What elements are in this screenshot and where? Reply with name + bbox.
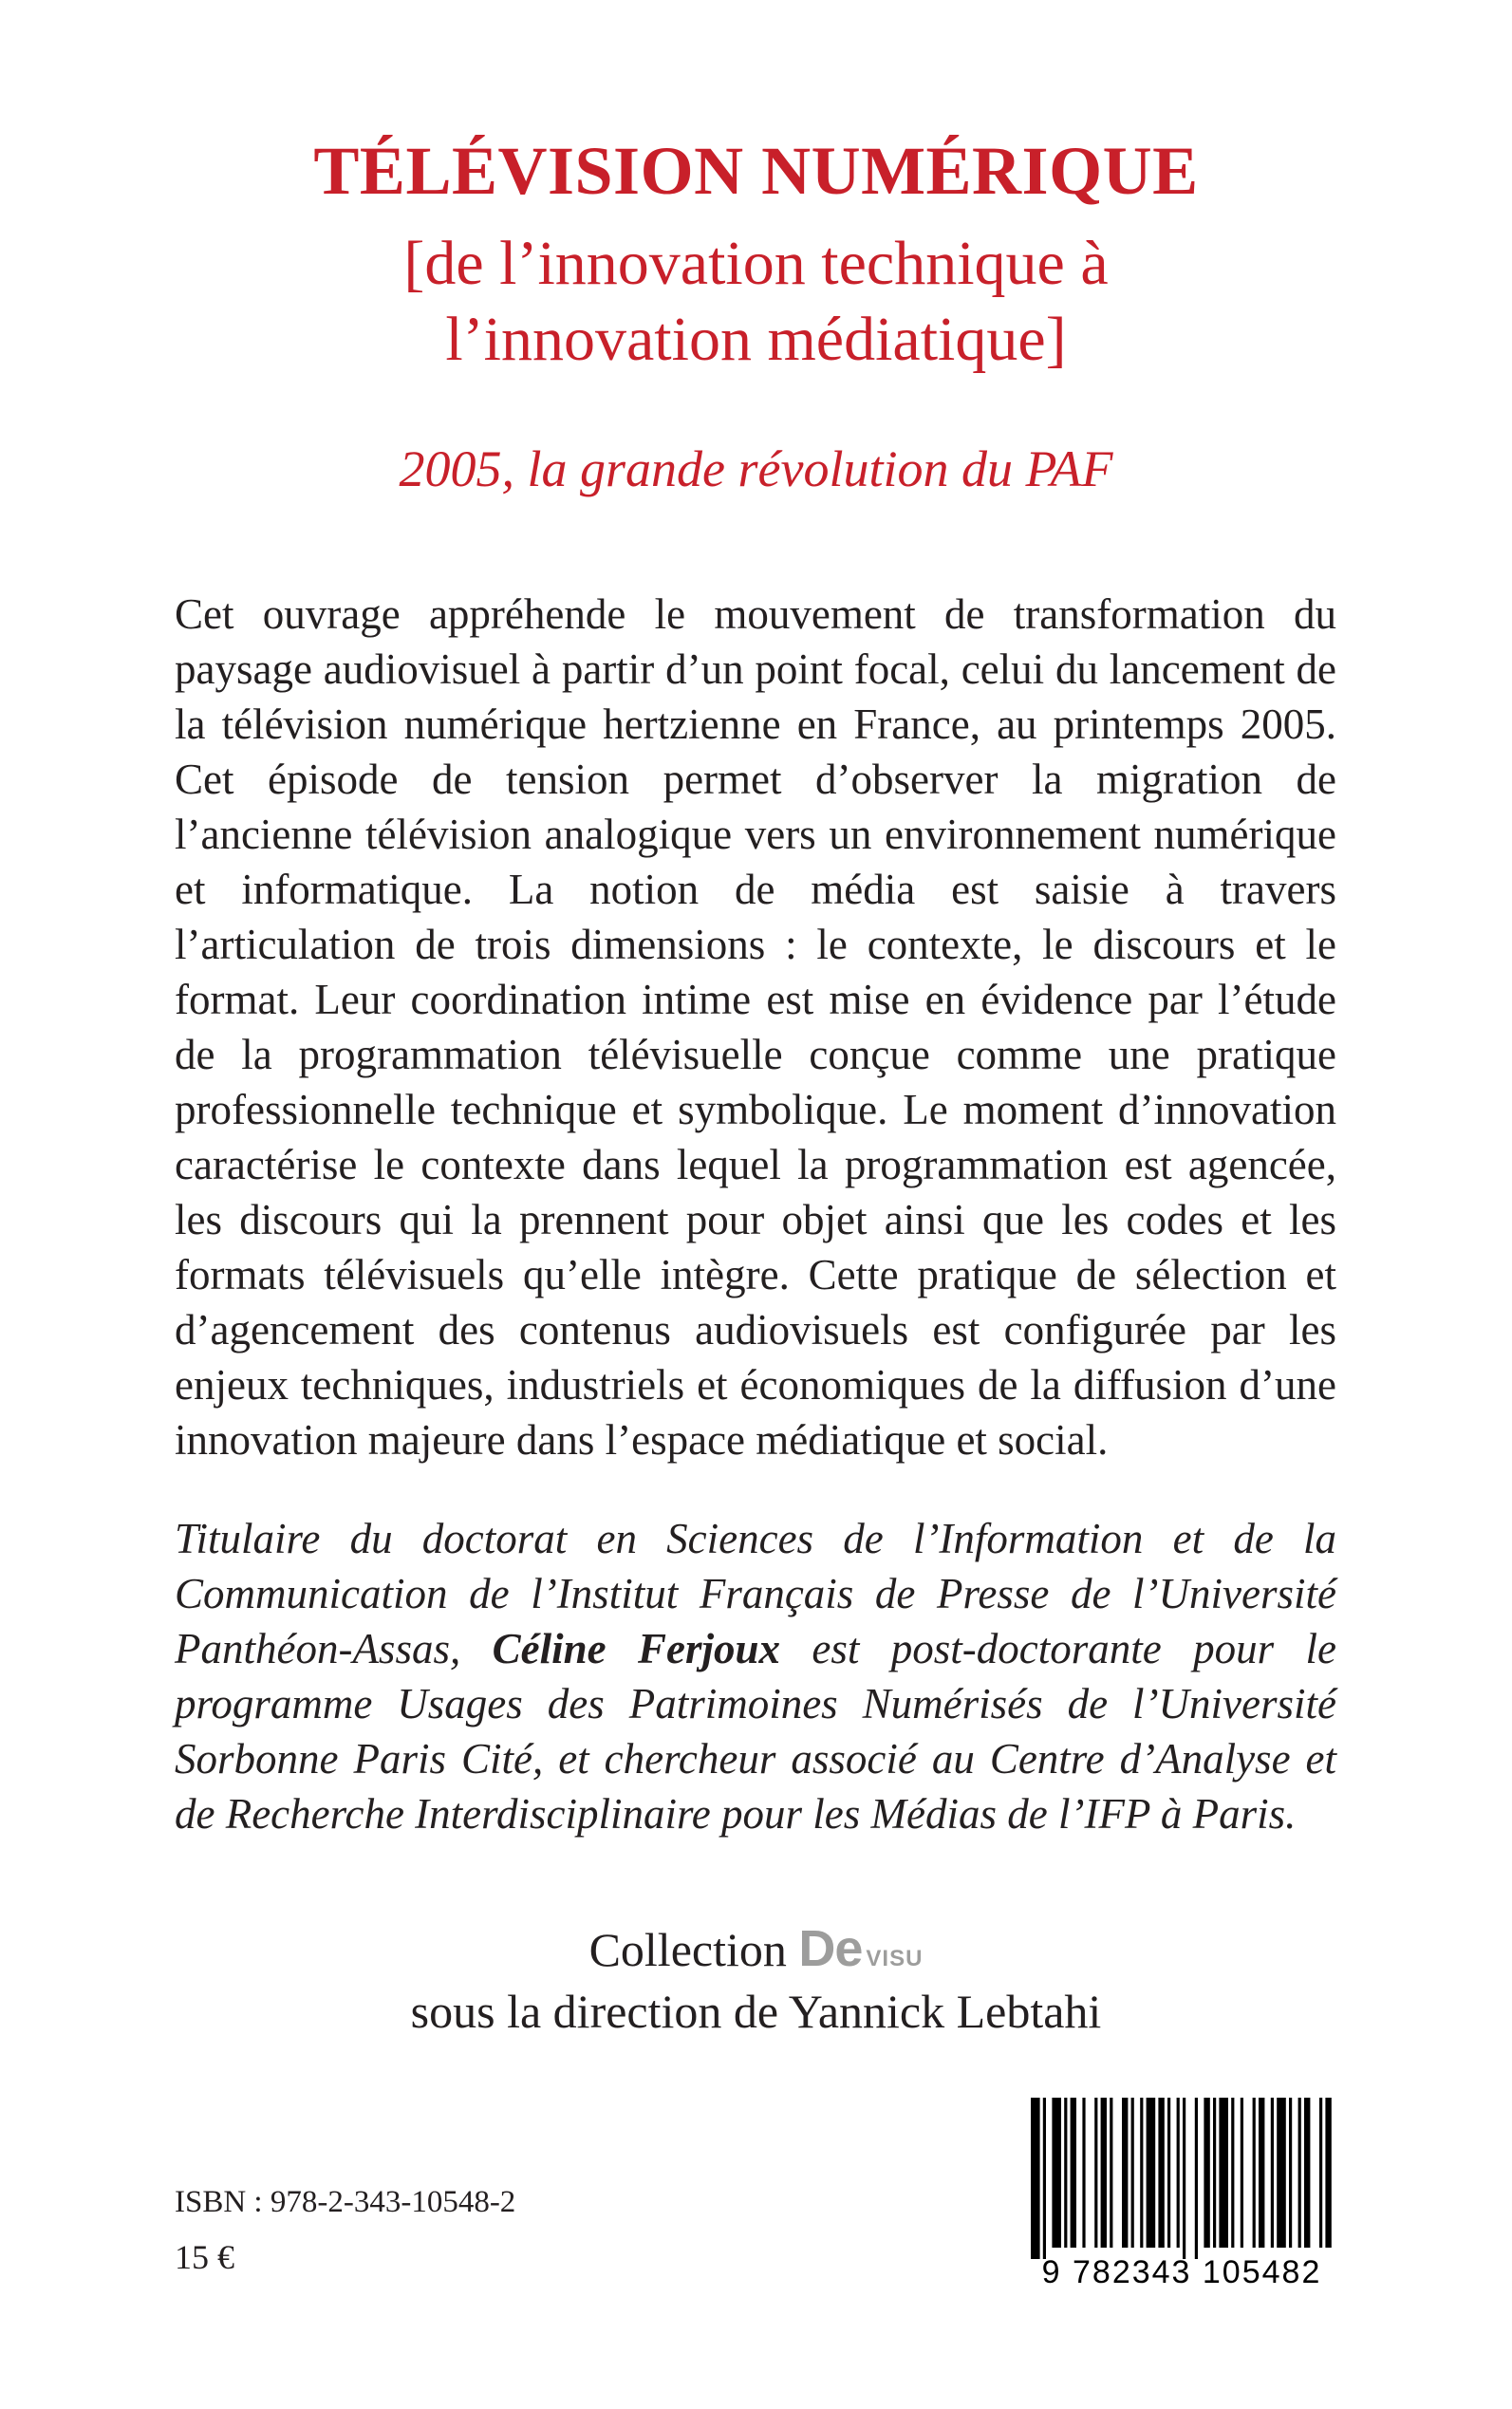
- barcode-bar: [1131, 2098, 1134, 2248]
- barcode-bar: [1031, 2098, 1040, 2259]
- barcode-bar: [1052, 2098, 1061, 2248]
- author-name: Céline Ferjoux: [492, 1625, 781, 1672]
- barcode-bar: [1158, 2098, 1164, 2248]
- barcode-bar: [1219, 2098, 1228, 2248]
- barcode-bar: [1241, 2098, 1243, 2248]
- barcode-bar: [1082, 2098, 1085, 2248]
- isbn: ISBN : 978-2-343-10548-2: [175, 2185, 516, 2219]
- barcode-bar: [1277, 2098, 1286, 2248]
- subtitle-line-1: [de l’innovation technique à: [403, 229, 1109, 298]
- barcode-bar: [1253, 2098, 1256, 2248]
- barcode-bar: [1140, 2098, 1143, 2248]
- barcode-bar: [1271, 2098, 1274, 2248]
- barcode-bar: [1183, 2098, 1185, 2259]
- author-bio: [175, 1511, 1336, 1841]
- book-subtitle: [0, 226, 1512, 378]
- logo-visu: VISU: [866, 1946, 924, 1971]
- barcode-bar: [1043, 2098, 1046, 2259]
- barcode-digits: 9 782343 105482: [1041, 2254, 1322, 2290]
- barcode-bar: [1122, 2098, 1128, 2248]
- barcode-bar: [1110, 2098, 1112, 2248]
- barcode-bar: [1319, 2098, 1322, 2248]
- barcode-bar: [1298, 2098, 1301, 2248]
- barcode-bar: [1213, 2098, 1216, 2248]
- barcode-bar: [1289, 2098, 1292, 2248]
- barcode-bar: [1195, 2098, 1198, 2259]
- collection-label: Collection: [588, 1923, 787, 1976]
- series-editor: sous la direction de Yannick Lebtahi: [410, 1985, 1102, 2038]
- collection-line: [0, 1919, 1512, 1989]
- bio-text-after: est post-doctorante pour le programme Usages des Patrimoines Numérisés de l’Université Sorbonne Paris Cité, et chercheur associé au Centre d’Analyse et de Recherche Interdisciplinaire pour les Médias de l’IFP à Paris.: [175, 1625, 1336, 1838]
- barcode-bars: [1025, 2098, 1338, 2259]
- barcode-bar: [1167, 2098, 1170, 2248]
- tagline: 2005, la grande révolution du PAF: [399, 440, 1113, 497]
- barcode-bar: [1094, 2098, 1097, 2248]
- logo-de: De: [798, 1920, 863, 1977]
- barcode-bar: [1231, 2098, 1234, 2248]
- barcode-bar: [1147, 2098, 1156, 2248]
- summary-paragraph: Cet ouvrage appréhende le mouvement de transformation du paysage audiovisuel à partir d’un point focal, celui du lancement de la télévision numérique hertzienne en France, au printemps 2005. Cet épisode de tension permet d’observer la migration de l’ancienne télévision analogique vers un environnement numérique et informatique. La notion de média est saisie à travers l’articulation de trois dimensions : le contexte, le discours et le format. Leur coordination intime est mise en évidence par l’étude de la programmation télévisuelle conçue comme une pratique professionnelle technique et symbolique. Le moment d’innovation caractérise le contexte dans lequel la programmation est agencée, les discours qui la prennent pour objet ainsi que les codes et les formats télévisuels qu’elle intègre. Cette pratique de sélection et d’agencement des contenus audiovisuels est configurée par les enjeux techniques, industriels et économiques de la diffusion d’une innovation majeure dans l’espace médiatique et social.: [175, 590, 1336, 1464]
- book-title: TÉLÉVISION NUMÉRIQUE: [313, 133, 1199, 209]
- price: 15 €: [175, 2238, 234, 2276]
- subtitle-line-2: l’innovation médiatique]: [445, 305, 1067, 374]
- barcode-bar: [1064, 2098, 1067, 2248]
- barcode-bar: [1101, 2098, 1107, 2248]
- barcode-bar: [1071, 2098, 1076, 2248]
- barcode-bar: [1304, 2098, 1310, 2248]
- bio-text-before: Titulaire du doctorat en Sciences de l’Information et de la Communication de l’Institut Français de Presse de l’Université Panthéon-Assas,: [175, 1515, 1336, 1672]
- barcode-bar: [1325, 2098, 1331, 2248]
- barcode-bar: [1177, 2098, 1180, 2248]
- barcode-bar: [1204, 2098, 1209, 2248]
- de-visu-logo: [798, 1919, 923, 1989]
- barcode-bar: [1259, 2098, 1264, 2248]
